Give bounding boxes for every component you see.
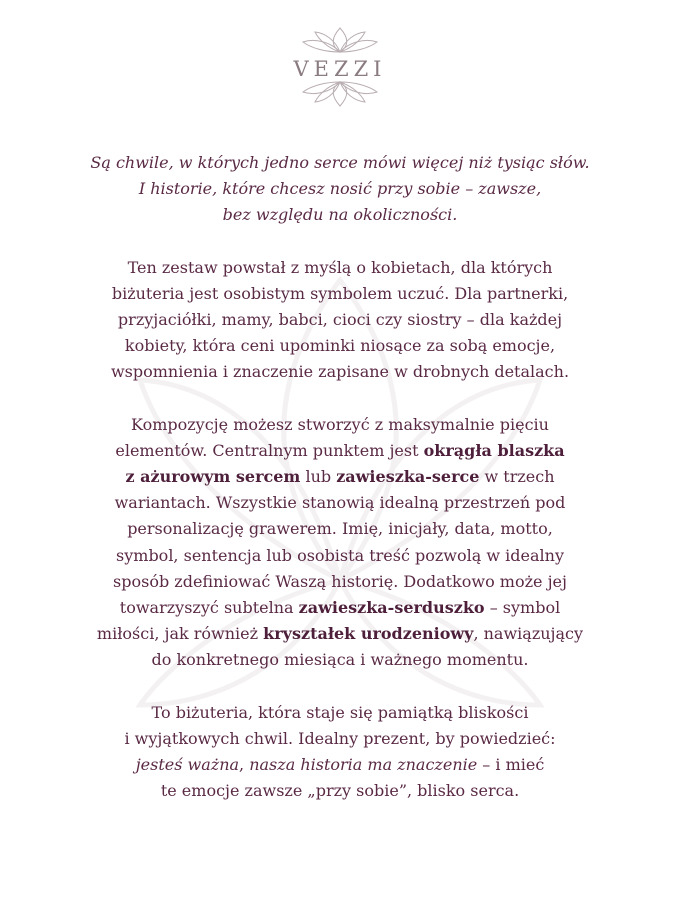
text-line: personalizację grawerem. Imię, inicjały, data, motto, — [127, 519, 553, 539]
emphasis-important: jesteś ważna — [135, 755, 240, 775]
intro-line: I historie, które chcesz nosić przy sobie – zawsze, — [138, 179, 542, 199]
paragraph-composition — [60, 412, 620, 674]
text-line: przyjaciółki, mamy, babci, cioci czy siostry – dla każdej — [117, 310, 563, 330]
text-fragment: w trzech — [479, 467, 555, 487]
text-line: wariantach. Wszystkie stanowią idealną przestrzeń pod — [114, 493, 566, 513]
intro-line: bez względu na okoliczności. — [222, 205, 458, 225]
text-fragment: lub — [300, 467, 337, 487]
brand-logo[interactable] — [0, 24, 680, 112]
paragraph-audience — [60, 255, 620, 386]
text-line: Ten zestaw powstał z myślą o kobietach, dla których — [127, 257, 553, 277]
text-fragment: , nawiązujący — [473, 624, 584, 644]
text-line: do konkretnego miesiąca i ważnego momentu. — [151, 650, 529, 670]
highlight-heart-charm: zawieszka-serce — [336, 467, 480, 487]
paragraph-closing — [60, 700, 620, 805]
brand-name: VEZZI — [293, 57, 387, 81]
text-line: wspomnienia i znaczenie zapisane w drobnych detalach. — [110, 362, 570, 382]
description — [60, 150, 620, 804]
text-line: symbol, sentencja lub osobista treść pozwolą w idealny — [116, 545, 564, 565]
text-fragment: miłości, jak również — [96, 624, 264, 644]
text-line: Kompozycję możesz stworzyć z maksymalnie pięciu — [131, 414, 549, 434]
text-fragment: , — [239, 755, 250, 775]
text-line: To biżuteria, która staje się pamiątką bliskości — [151, 702, 529, 722]
text-line: sposób zdefiniować Waszą historię. Dodatkowo może jej — [113, 571, 567, 591]
text-line: kobiety, która ceni upominki niosące za sobą emocje, — [124, 336, 556, 356]
highlight-small-heart-charm: zawieszka-serduszko — [298, 598, 485, 618]
text-line: i wyjątkowych chwil. Idealny prezent, by powiedzieć: — [124, 728, 556, 748]
text-fragment: towarzyszyć subtelna — [119, 598, 299, 618]
text-line: biżuteria jest osobistym symbolem uczuć. Dla partnerki, — [111, 283, 569, 303]
text-fragment: – symbol — [484, 598, 561, 618]
intro-paragraph — [60, 150, 620, 229]
text-line: elementów. Centralnym punktem jest — [115, 440, 424, 460]
highlight-birthstone: kryształek urodzeniowy — [263, 624, 474, 644]
text-fragment: – i mieć — [477, 755, 545, 775]
highlight-round-plate: okrągła blaszka — [423, 440, 565, 460]
emphasis-our-story: nasza historia ma znaczenie — [249, 755, 478, 775]
intro-line: Są chwile, w których jedno serce mówi więcej niż tysiąc słów. — [90, 153, 590, 172]
highlight-openwork-heart: z ażurowym sercem — [125, 467, 301, 487]
text-line: te emocje zawsze „przy sobie”, blisko serca. — [160, 781, 520, 801]
